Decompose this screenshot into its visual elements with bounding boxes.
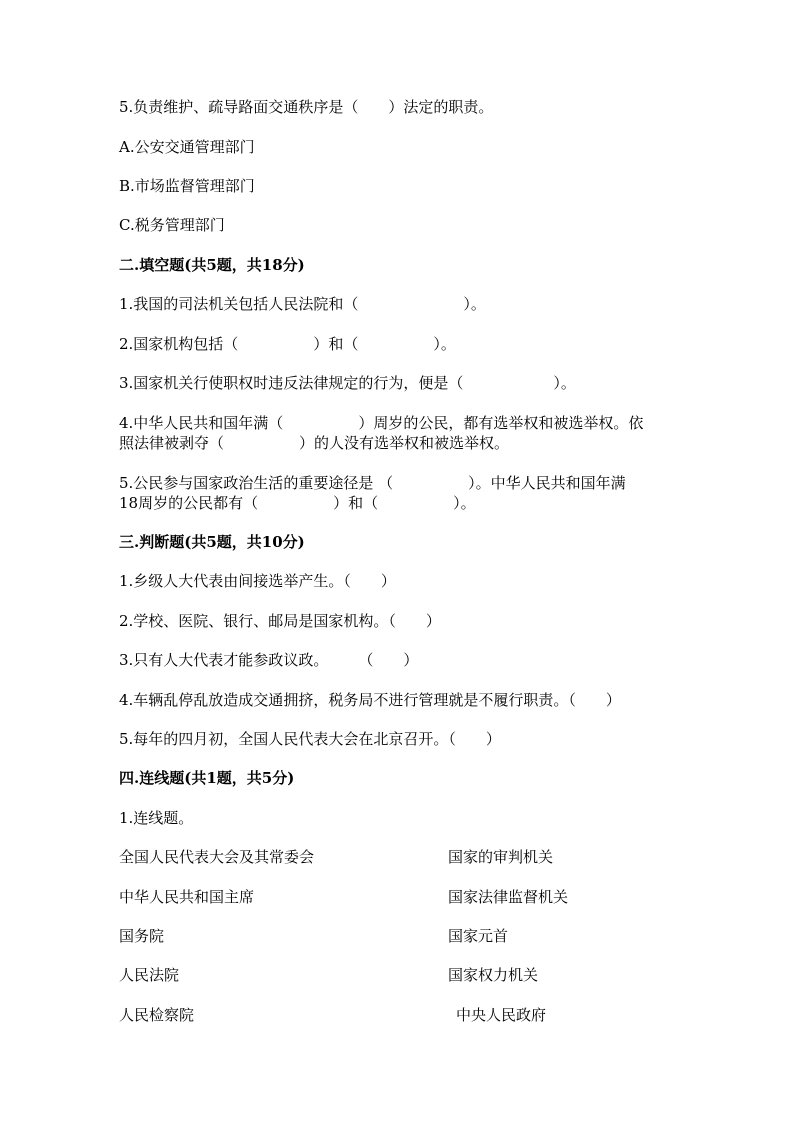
match-right-2: 国家法律监督机关 [448,888,569,906]
fill-question-1: 1.我国的司法机关包括人民法院和（ ）。 [119,295,486,313]
matching-question-1: 1.连线题。 [119,809,194,827]
match-right-3: 国家元首 [448,927,509,945]
tf-question-4: 4.车辆乱停乱放造成交通拥挤，税务局不进行管理就是不履行职责。（ ） [119,691,621,709]
fill-question-3: 3.国家机关行使职权时违反法律规定的行为，便是（ ）。 [119,374,576,392]
fill-question-4-line-2: 照法律被剥夺（ ）的人没有选举权和被选举权。 [119,434,510,452]
tf-question-2: 2.学校、医院、银行、邮局是国家机构。（ ） [119,612,441,630]
tf-question-3: 3.只有人大代表才能参政议政。 （ ） [119,651,419,669]
section-heading-true-false: 三.判断题(共5题，共10分) [119,533,305,551]
match-left-4: 人民法院 [119,966,180,984]
option-b: B.市场监督管理部门 [119,177,255,195]
match-right-5: 中央人民政府 [456,1006,547,1024]
section-heading-matching: 四.连线题(共1题，共5分) [119,769,295,787]
fill-question-4-line-1: 4.中华人民共和国年满（ ）周岁的公民，都有选举权和被选举权。依 [119,414,644,432]
fill-question-5-line-2: 18周岁的公民都有（ ）和（ ）。 [119,494,476,512]
match-left-2: 中华人民共和国主席 [119,888,255,906]
match-left-1: 全国人民代表大会及其常委会 [119,848,315,866]
tf-question-5: 5.每年的四月初，全国人民代表大会在北京召开。（ ） [119,730,501,748]
option-a: A.公安交通管理部门 [119,138,255,156]
fill-question-5-line-1: 5.公民参与国家政治生活的重要途径是 （ ）。中华人民共和国年满 [119,474,626,492]
option-c: C.税务管理部门 [119,216,225,234]
match-right-1: 国家的审判机关 [448,848,554,866]
fill-question-2: 2.国家机构包括（ ）和（ ）。 [119,335,456,353]
section-heading-fill-in: 二.填空题(共5题，共18分) [119,256,305,274]
tf-question-1: 1.乡级人大代表由间接选举产生。（ ） [119,572,396,590]
match-right-4: 国家权力机关 [448,966,539,984]
question-5-stem: 5.负责维护、疏导路面交通秩序是（ ）法定的职责。 [119,98,494,116]
match-left-3: 国务院 [119,927,165,945]
match-left-5: 人民检察院 [119,1006,195,1024]
